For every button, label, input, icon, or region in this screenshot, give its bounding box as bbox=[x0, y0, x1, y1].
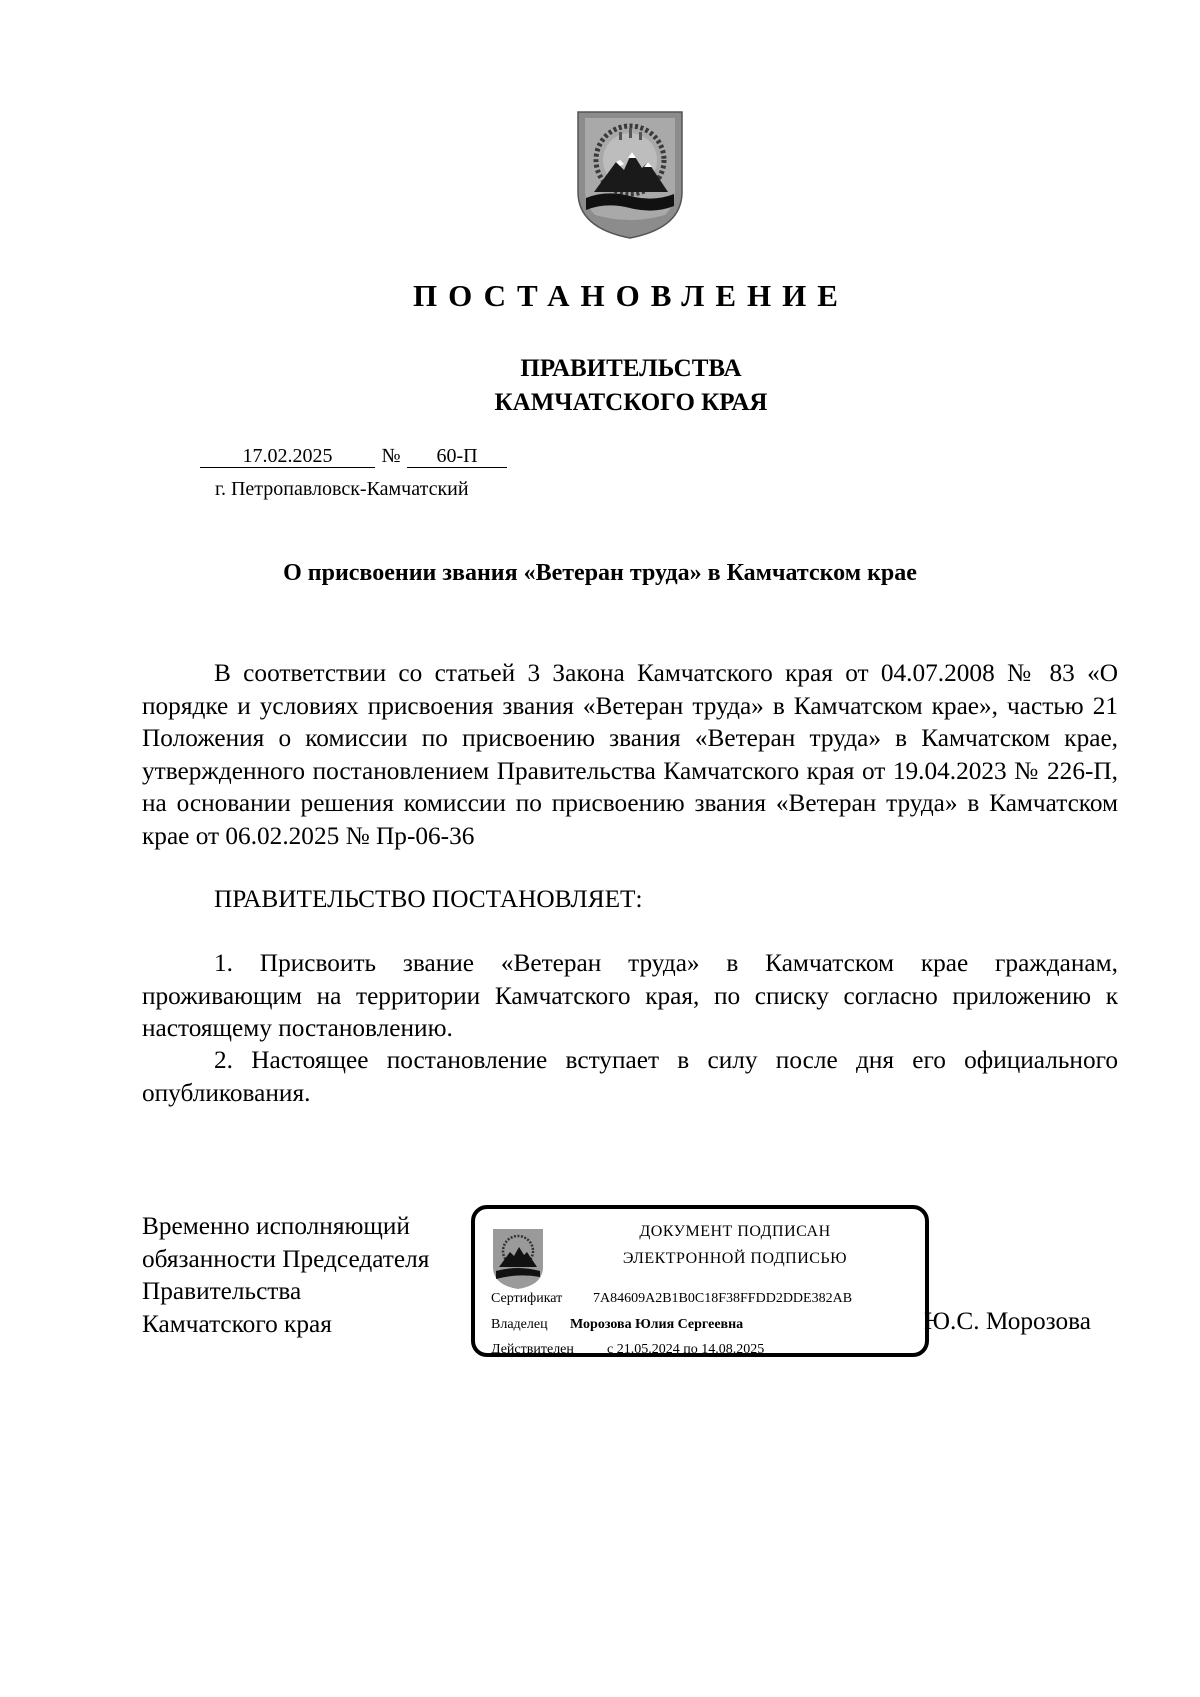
validity-label: Действителен bbox=[491, 1342, 574, 1357]
stamp-certificate-row bbox=[491, 1291, 852, 1307]
resolves-line: ПРАВИТЕЛЬСТВО ПОСТАНОВЛЯЕТ: bbox=[214, 885, 643, 913]
signatory-position-line-1: Временно исполняющий bbox=[142, 1212, 410, 1240]
signatory-position-line-3: Правительства bbox=[142, 1277, 302, 1305]
owner-value: Морозова Юлия Сергеевна bbox=[570, 1317, 744, 1332]
city-of-issue: г. Петропавловск-Камчатский bbox=[215, 478, 469, 500]
certificate-value: 7A84609A2B1B0C18F38FFDD2DDE382AB bbox=[593, 1291, 853, 1306]
electronic-signature-stamp bbox=[471, 1205, 929, 1357]
validity-value: с 21.05.2024 по 14.08.2025 bbox=[607, 1342, 765, 1357]
resolution-item-1: 1. Присвоить звание «Ветеран труда» в Камчатском крае гражданам, проживающим на территории Камчатского края, по списку согласно приложению к настоящему постановлению. bbox=[142, 949, 1118, 1042]
signatory-name: Ю.С. Морозова bbox=[924, 1307, 1091, 1335]
issuer-heading bbox=[0, 352, 1200, 420]
document-number: 60-П bbox=[407, 446, 507, 468]
number-sign: № bbox=[381, 445, 401, 467]
stamp-owner-row bbox=[491, 1317, 743, 1333]
stamp-title-line-1: ДОКУМЕНТ ПОДПИСАН bbox=[639, 1223, 831, 1240]
issuer-line-1: ПРАВИТЕЛЬСТВА bbox=[520, 355, 742, 382]
stamp-validity-row bbox=[491, 1342, 764, 1358]
document-type-title: ПОСТАНОВЛЕНИЕ bbox=[413, 278, 849, 313]
certificate-label: Сертификат bbox=[491, 1291, 563, 1306]
document-date: 17.02.2025 bbox=[200, 446, 375, 468]
signatory-position-line-4: Камчатского края bbox=[142, 1309, 332, 1338]
coat-of-arms-emblem bbox=[576, 110, 684, 240]
stamp-emblem-icon bbox=[491, 1227, 545, 1291]
issuer-line-2: КАМЧАТСКОГО КРАЯ bbox=[494, 389, 768, 416]
signatory-position-line-2: обязанности Председателя bbox=[142, 1244, 430, 1273]
owner-label: Владелец bbox=[491, 1317, 548, 1332]
date-number-line bbox=[200, 445, 507, 468]
stamp-title-line-2: ЭЛЕКТРОННОЙ ПОДПИСЬЮ bbox=[622, 1250, 848, 1267]
document-subject: О присвоении звания «Ветеран труда» в Камчатском крае bbox=[283, 560, 917, 586]
preamble-paragraph: В соответствии со статьей 3 Закона Камчатского края от 04.07.2008 № 83 «О порядке и условиях присвоения звания «Ветеран труда» в Камчатском крае», частью 21 Положения о комиссии по присвоению звания «Ветеран труда» в Камчатском крае, утвержденного постановлением Правительства Камчатского края от 19.04.2023 № 226-П, на основании решения комиссии по присвоению звания «Ветеран труда» в Камчатском крае от 06.02.2025 № Пр-06-36 bbox=[142, 659, 1118, 850]
signatory-position bbox=[142, 1210, 429, 1340]
resolution-item-2: 2. Настоящее постановление вступает в силу после дня его официального опубликования. bbox=[142, 1046, 1118, 1107]
